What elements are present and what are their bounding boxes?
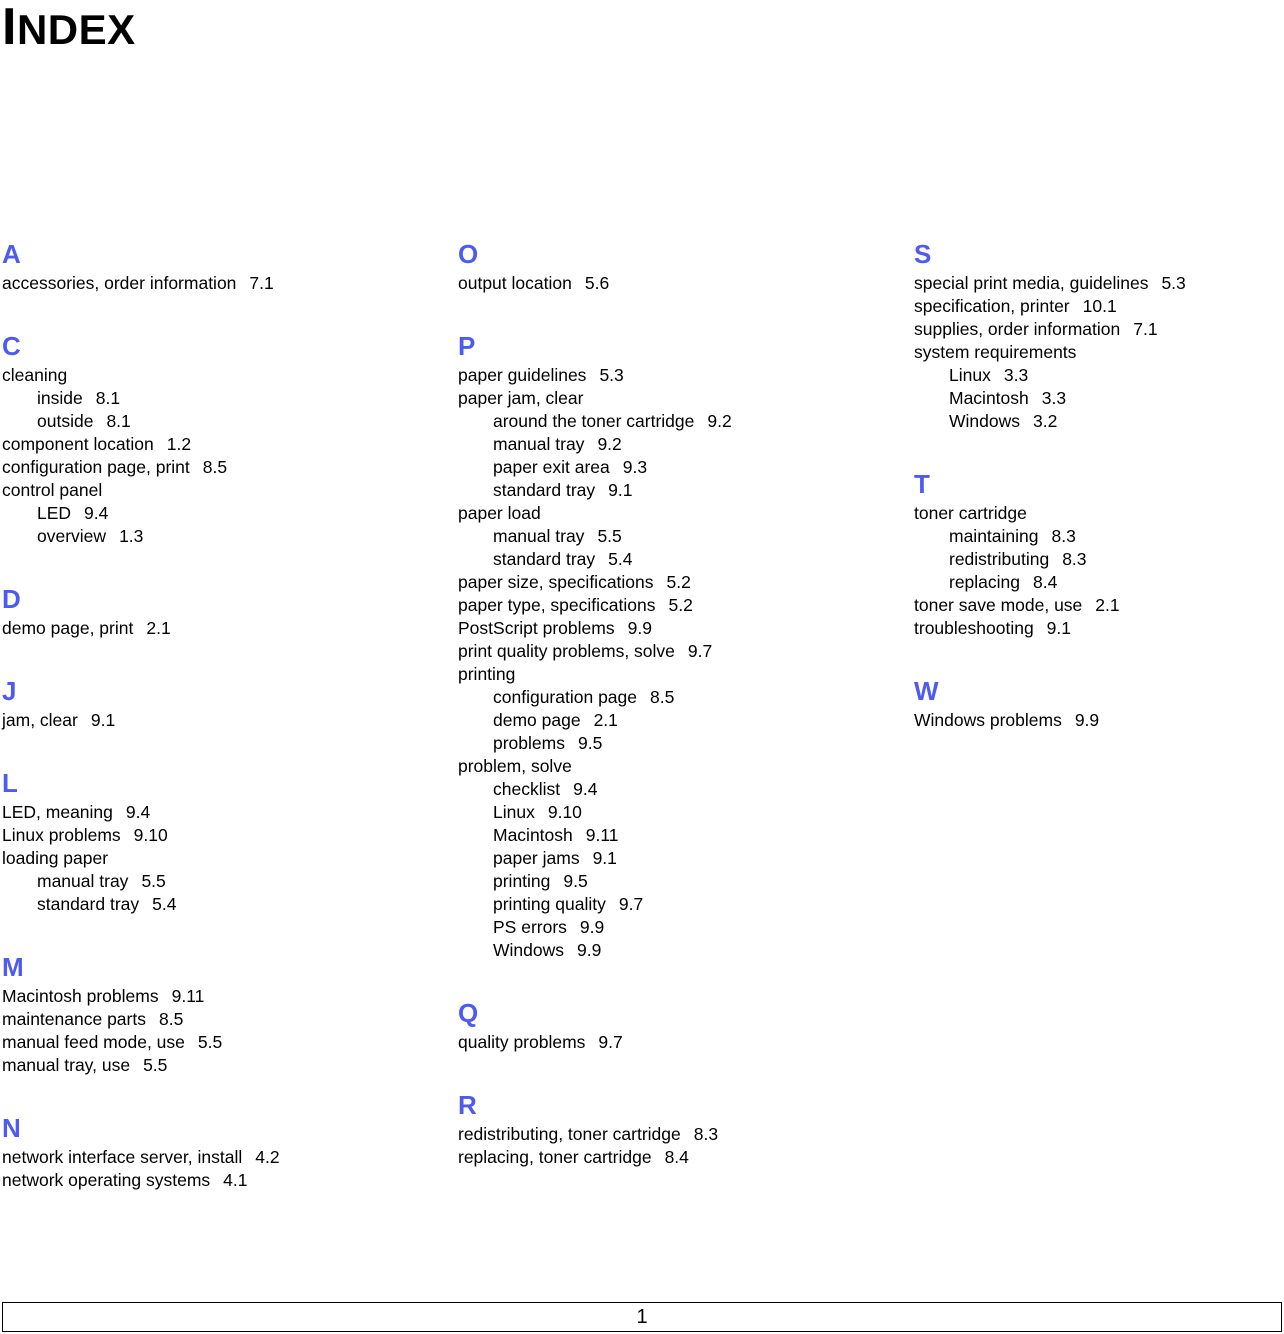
index-entry bbox=[914, 709, 1284, 732]
entry-page-reference[interactable]: 9.3 bbox=[622, 457, 648, 477]
entry-page-reference[interactable]: 8.3 bbox=[1051, 526, 1076, 546]
entry-text: PS errors bbox=[493, 917, 567, 937]
entry-page-reference[interactable]: 3.3 bbox=[1041, 388, 1067, 408]
entry-text: Windows bbox=[493, 940, 564, 960]
entry-page-reference[interactable]: 9.5 bbox=[563, 871, 588, 891]
index-section bbox=[458, 1087, 898, 1169]
entry-text: replacing bbox=[949, 572, 1021, 592]
entry-text: standard tray bbox=[37, 894, 140, 914]
entry-text: toner cartridge bbox=[914, 503, 1027, 523]
entry-text: Macintosh bbox=[949, 388, 1029, 408]
index-entry bbox=[458, 387, 898, 410]
entry-page-reference[interactable]: 9.4 bbox=[573, 779, 598, 799]
entry-page-reference[interactable]: 8.1 bbox=[95, 388, 121, 408]
entry-page-reference[interactable]: 9.7 bbox=[598, 1032, 623, 1052]
index-entry bbox=[2, 1008, 442, 1031]
index-section bbox=[2, 328, 442, 548]
entry-page-reference[interactable]: 9.11 bbox=[171, 986, 205, 1006]
entry-text: cleaning bbox=[2, 365, 68, 385]
entry-text: demo page, print bbox=[2, 618, 134, 638]
index-entry bbox=[914, 594, 1284, 617]
entry-text: output location bbox=[458, 273, 572, 293]
entry-text: standard tray bbox=[493, 549, 596, 569]
entry-page-reference[interactable]: 5.3 bbox=[599, 365, 624, 385]
entry-text: manual feed mode, use bbox=[2, 1032, 185, 1052]
index-section bbox=[2, 765, 442, 916]
index-subentry bbox=[458, 801, 898, 824]
entry-page-reference[interactable]: 9.2 bbox=[707, 411, 732, 431]
index-subentry bbox=[2, 525, 442, 548]
entry-text: print quality problems, solve bbox=[458, 641, 675, 661]
entry-page-reference[interactable]: 8.1 bbox=[106, 411, 131, 431]
entry-page-reference[interactable]: 9.1 bbox=[592, 848, 617, 868]
index-subentry bbox=[458, 456, 898, 479]
entry-text: standard tray bbox=[493, 480, 596, 500]
index-entry bbox=[458, 1146, 898, 1169]
entry-text: paper jam, clear bbox=[458, 388, 584, 408]
index-subentry bbox=[458, 870, 898, 893]
entry-page-reference[interactable]: 5.3 bbox=[1161, 273, 1186, 293]
entry-page-reference[interactable]: 9.9 bbox=[577, 940, 602, 960]
entry-text: manual tray bbox=[493, 526, 585, 546]
index-entry bbox=[914, 341, 1284, 364]
index-entry bbox=[914, 295, 1284, 318]
entry-page-reference[interactable]: 5.5 bbox=[141, 871, 166, 891]
entry-text: paper type, specifications bbox=[458, 595, 656, 615]
index-section bbox=[914, 466, 1284, 640]
index-entry bbox=[2, 709, 442, 732]
index-section bbox=[2, 1110, 442, 1192]
entry-text: Macintosh problems bbox=[2, 986, 159, 1006]
index-subentry bbox=[2, 870, 442, 893]
entry-text: printing quality bbox=[493, 894, 606, 914]
entry-text: redistributing, toner cartridge bbox=[458, 1124, 681, 1144]
index-subentry bbox=[914, 387, 1284, 410]
entry-text: configuration page, print bbox=[2, 457, 190, 477]
entry-text: network interface server, install bbox=[2, 1147, 243, 1167]
index-entry bbox=[458, 1031, 898, 1054]
index-subentry bbox=[2, 893, 442, 916]
index-subentry bbox=[2, 410, 442, 433]
index-section bbox=[2, 673, 442, 732]
index-subentry bbox=[458, 824, 898, 847]
entry-text: troubleshooting bbox=[914, 618, 1034, 638]
index-subentry bbox=[458, 410, 898, 433]
entry-page-reference[interactable]: 2.1 bbox=[146, 618, 171, 638]
entry-text: special print media, guidelines bbox=[914, 273, 1149, 293]
entry-text: system requirements bbox=[914, 342, 1077, 362]
index-entry bbox=[458, 571, 898, 594]
entry-page-reference[interactable]: 9.9 bbox=[1074, 710, 1100, 730]
index-subentry bbox=[458, 778, 898, 801]
entry-text: problems bbox=[493, 733, 565, 753]
page-title-rest: NDEX bbox=[16, 6, 136, 53]
entry-text: control panel bbox=[2, 480, 103, 500]
index-entry bbox=[2, 479, 442, 502]
entry-page-reference[interactable]: 2.1 bbox=[593, 710, 618, 730]
entry-text: problem, solve bbox=[458, 756, 572, 776]
entry-text: LED bbox=[37, 503, 72, 523]
index-entry bbox=[458, 617, 898, 640]
entry-text: loading paper bbox=[2, 848, 109, 868]
entry-text: manual tray, use bbox=[2, 1055, 131, 1075]
entry-text: redistributing bbox=[949, 549, 1050, 569]
entry-text: printing bbox=[458, 664, 516, 684]
page-number: 1 bbox=[636, 1306, 648, 1328]
entry-text: manual tray bbox=[37, 871, 129, 891]
index-section bbox=[2, 949, 442, 1077]
entry-page-reference[interactable]: 10.1 bbox=[1082, 296, 1117, 316]
section-letter: D bbox=[2, 584, 21, 614]
entry-page-reference[interactable]: 5.6 bbox=[584, 273, 610, 293]
index-column-3 bbox=[914, 236, 1284, 765]
entry-text: inside bbox=[37, 388, 83, 408]
entry-text: manual tray bbox=[493, 434, 585, 454]
entry-text: Linux problems bbox=[2, 825, 121, 845]
entry-text: paper size, specifications bbox=[458, 572, 654, 592]
entry-text: LED, meaning bbox=[2, 802, 113, 822]
section-letter: C bbox=[2, 331, 21, 361]
index-entry bbox=[2, 1146, 442, 1169]
entry-page-reference[interactable]: 5.5 bbox=[597, 526, 622, 546]
entry-page-reference[interactable]: 9.4 bbox=[84, 503, 109, 523]
entry-text: toner save mode, use bbox=[914, 595, 1083, 615]
index-section bbox=[458, 995, 898, 1054]
entry-text: demo page bbox=[493, 710, 581, 730]
index-entry bbox=[2, 801, 442, 824]
entry-page-reference[interactable]: 8.4 bbox=[664, 1147, 689, 1167]
index-entry bbox=[458, 663, 898, 686]
index-entry bbox=[2, 617, 442, 640]
index-entry bbox=[458, 502, 898, 525]
entry-text: Windows problems bbox=[914, 710, 1062, 730]
index-subentry bbox=[458, 525, 898, 548]
index-subentry bbox=[458, 479, 898, 502]
entry-page-reference[interactable]: 3.3 bbox=[1003, 365, 1029, 385]
index-subentry bbox=[458, 732, 898, 755]
index-subentry bbox=[458, 433, 898, 456]
index-subentry bbox=[458, 893, 898, 916]
index-subentry bbox=[2, 502, 442, 525]
entry-text: Linux bbox=[949, 365, 991, 385]
index-section bbox=[914, 236, 1284, 433]
index-subentry bbox=[458, 686, 898, 709]
entry-page-reference[interactable]: 5.4 bbox=[152, 894, 177, 914]
entry-text: outside bbox=[37, 411, 94, 431]
entry-text: configuration page bbox=[493, 687, 637, 707]
page-footer bbox=[2, 1302, 1282, 1332]
index-entry bbox=[2, 1031, 442, 1054]
entry-text: Windows bbox=[949, 411, 1020, 431]
entry-text: replacing, toner cartridge bbox=[458, 1147, 652, 1167]
entry-page-reference[interactable]: 1.3 bbox=[119, 526, 144, 546]
index-entry bbox=[2, 364, 442, 387]
section-letter: P bbox=[458, 331, 476, 361]
section-letter: A bbox=[2, 239, 21, 269]
section-letter: J bbox=[2, 676, 17, 706]
entry-text: printing bbox=[493, 871, 551, 891]
entry-page-reference[interactable]: 2.1 bbox=[1095, 595, 1120, 615]
entry-text: maintenance parts bbox=[2, 1009, 146, 1029]
index-subentry bbox=[458, 916, 898, 939]
index-column-2 bbox=[458, 236, 898, 1202]
index-entry bbox=[914, 272, 1284, 295]
entry-page-reference[interactable]: 9.7 bbox=[618, 894, 644, 914]
entry-page-reference[interactable]: 9.1 bbox=[1046, 618, 1071, 638]
entry-text: around the toner cartridge bbox=[493, 411, 695, 431]
entry-page-reference[interactable]: 8.5 bbox=[650, 687, 675, 707]
entry-text: network operating systems bbox=[2, 1170, 211, 1190]
entry-page-reference[interactable]: 9.9 bbox=[627, 618, 652, 638]
index-entry bbox=[914, 502, 1284, 525]
section-letter: R bbox=[458, 1090, 477, 1120]
entry-page-reference[interactable]: 8.5 bbox=[202, 457, 228, 477]
entry-page-reference[interactable]: 9.10 bbox=[547, 802, 582, 822]
entry-text: checklist bbox=[493, 779, 561, 799]
section-letter: L bbox=[2, 768, 18, 798]
entry-page-reference[interactable]: 5.5 bbox=[197, 1032, 223, 1052]
index-subentry bbox=[2, 387, 442, 410]
section-letter: S bbox=[914, 239, 932, 269]
index-entry bbox=[2, 456, 442, 479]
entry-page-reference[interactable]: 5.4 bbox=[608, 549, 633, 569]
entry-page-reference[interactable]: 4.1 bbox=[223, 1170, 248, 1190]
section-letter: O bbox=[458, 239, 479, 269]
entry-text: Macintosh bbox=[493, 825, 573, 845]
entry-page-reference[interactable]: 9.5 bbox=[577, 733, 603, 753]
page-title-initial: I bbox=[2, 0, 17, 56]
entry-text: maintaining bbox=[949, 526, 1039, 546]
index-section bbox=[458, 328, 898, 962]
index-entry bbox=[2, 985, 442, 1008]
entry-text: supplies, order information bbox=[914, 319, 1121, 339]
index-entry bbox=[458, 364, 898, 387]
entry-page-reference[interactable]: 5.2 bbox=[668, 595, 693, 615]
index-section bbox=[2, 581, 442, 640]
index-entry bbox=[2, 1054, 442, 1077]
entry-text: Linux bbox=[493, 802, 535, 822]
index-entry bbox=[914, 318, 1284, 341]
entry-page-reference[interactable]: 9.2 bbox=[597, 434, 622, 454]
index-entry bbox=[458, 1123, 898, 1146]
entry-text: specification, printer bbox=[914, 296, 1070, 316]
index-entry bbox=[2, 847, 442, 870]
entry-page-reference[interactable]: 8.5 bbox=[158, 1009, 184, 1029]
index-subentry bbox=[914, 364, 1284, 387]
index-entry bbox=[458, 594, 898, 617]
entry-page-reference[interactable]: 4.2 bbox=[255, 1147, 280, 1167]
entry-text: component location bbox=[2, 434, 154, 454]
section-letter: Q bbox=[458, 998, 479, 1028]
entry-page-reference[interactable]: 9.1 bbox=[90, 710, 116, 730]
section-letter: W bbox=[914, 676, 939, 706]
entry-text: paper load bbox=[458, 503, 541, 523]
entry-page-reference[interactable]: 5.5 bbox=[143, 1055, 168, 1075]
entry-page-reference[interactable]: 8.3 bbox=[693, 1124, 719, 1144]
entry-page-reference[interactable]: 9.7 bbox=[687, 641, 713, 661]
index-subentry bbox=[914, 571, 1284, 594]
section-letter: T bbox=[914, 469, 930, 499]
entry-page-reference[interactable]: 5.2 bbox=[666, 572, 691, 592]
entry-text: PostScript problems bbox=[458, 618, 615, 638]
section-letter: N bbox=[2, 1113, 21, 1143]
index-subentry bbox=[914, 410, 1284, 433]
index-entry bbox=[2, 433, 442, 456]
entry-page-reference[interactable]: 7.1 bbox=[1133, 319, 1158, 339]
entry-text: paper jams bbox=[493, 848, 580, 868]
index-entry bbox=[458, 640, 898, 663]
entry-page-reference[interactable]: 9.11 bbox=[585, 825, 619, 845]
index-section bbox=[2, 236, 442, 295]
entry-page-reference[interactable]: 9.4 bbox=[125, 802, 151, 822]
index-column-1 bbox=[2, 236, 442, 1225]
entry-text: paper guidelines bbox=[458, 365, 587, 385]
index-entry bbox=[2, 272, 442, 295]
entry-page-reference[interactable]: 3.2 bbox=[1033, 411, 1058, 431]
page-title bbox=[2, 0, 136, 59]
index-subentry bbox=[458, 709, 898, 732]
index-section bbox=[914, 673, 1284, 732]
index-entry bbox=[2, 824, 442, 847]
entry-text: jam, clear bbox=[2, 710, 78, 730]
entry-text: overview bbox=[37, 526, 107, 546]
entry-page-reference[interactable]: 8.3 bbox=[1062, 549, 1087, 569]
index-entry bbox=[458, 272, 898, 295]
entry-page-reference[interactable]: 9.9 bbox=[579, 917, 605, 937]
index-subentry bbox=[914, 548, 1284, 571]
index-subentry bbox=[458, 847, 898, 870]
index-subentry bbox=[914, 525, 1284, 548]
index-entry bbox=[2, 1169, 442, 1192]
entry-text: accessories, order information bbox=[2, 273, 237, 293]
index-entry bbox=[914, 617, 1284, 640]
entry-text: quality problems bbox=[458, 1032, 586, 1052]
index-subentry bbox=[458, 548, 898, 571]
index-entry bbox=[458, 755, 898, 778]
entry-page-reference[interactable]: 1.2 bbox=[166, 434, 192, 454]
entry-page-reference[interactable]: 7.1 bbox=[249, 273, 274, 293]
entry-text: paper exit area bbox=[493, 457, 610, 477]
section-letter: M bbox=[2, 952, 24, 982]
index-subentry bbox=[458, 939, 898, 962]
entry-page-reference[interactable]: 9.10 bbox=[133, 825, 168, 845]
entry-page-reference[interactable]: 9.1 bbox=[608, 480, 633, 500]
index-section bbox=[458, 236, 898, 295]
entry-page-reference[interactable]: 8.4 bbox=[1033, 572, 1058, 592]
